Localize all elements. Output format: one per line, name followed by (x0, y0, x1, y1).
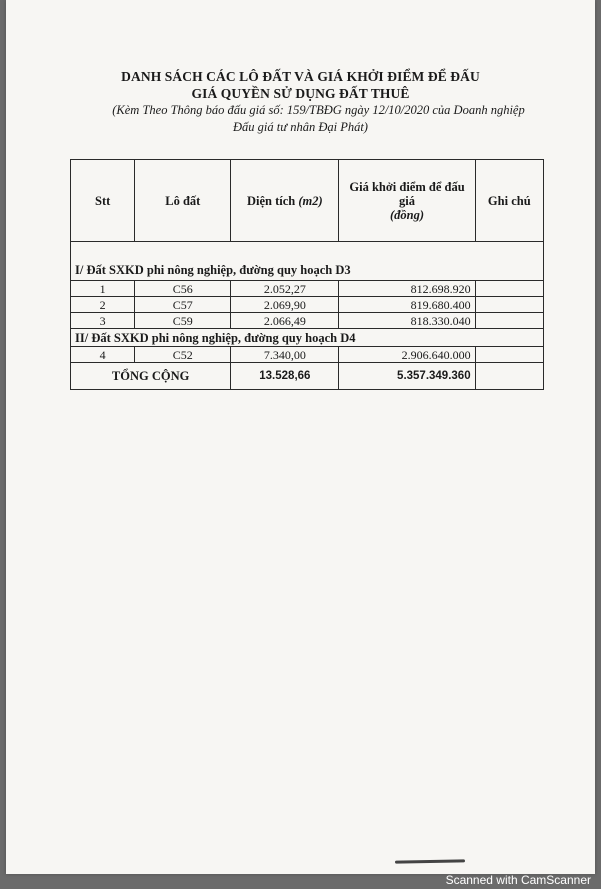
total-row (71, 363, 544, 390)
cell-stt: 1 (71, 281, 135, 297)
header-price (339, 160, 475, 242)
document-title-line2: GIÁ QUYỀN SỬ DỤNG ĐẤT THUÊ (191, 86, 410, 101)
cell-note (475, 313, 543, 329)
total-price: 5.357.349.360 (339, 363, 475, 390)
section-row-d4 (71, 329, 544, 347)
cell-lot: C59 (135, 313, 231, 329)
cell-note (475, 347, 543, 363)
header-lot: Lô đất (135, 160, 231, 242)
header-area (231, 160, 339, 242)
header-price-line1: Giá khởi điểm để đấu (349, 179, 465, 194)
header-stt: Stt (71, 160, 135, 242)
section-label-d4: II/ Đất SXKD phi nông nghiệp, đường quy hoạch D4 (71, 329, 544, 347)
land-lots-table (70, 159, 544, 390)
header-price-unit: (đồng) (390, 207, 425, 222)
cell-lot: C57 (135, 297, 231, 313)
header-price-line2: giá (399, 193, 416, 208)
cell-note (475, 297, 543, 313)
table-row (71, 347, 544, 363)
cell-price: 818.330.040 (339, 313, 475, 329)
table-row (71, 281, 544, 297)
cell-area: 2.069,90 (231, 297, 339, 313)
cell-area: 2.052,27 (231, 281, 339, 297)
document-subtitle-line2: Đấu giá tư nhân Đại Phát) (233, 120, 368, 134)
header-area-label: Diện tích (247, 193, 299, 208)
cell-stt: 2 (71, 297, 135, 313)
cell-price: 812.698.920 (339, 281, 475, 297)
table-header-row (71, 160, 544, 242)
total-label: TỔNG CỘNG (71, 363, 231, 390)
cell-area: 2.066,49 (231, 313, 339, 329)
table-row (71, 313, 544, 329)
section-row-d3 (71, 242, 544, 281)
cell-area: 7.340,00 (231, 347, 339, 363)
total-note (475, 363, 543, 390)
header-area-unit: (m2) (298, 193, 323, 208)
header-note: Ghi chú (475, 160, 543, 242)
cell-lot: C52 (135, 347, 231, 363)
cell-price: 819.680.400 (339, 297, 475, 313)
cell-price: 2.906.640.000 (339, 347, 475, 363)
cell-stt: 4 (71, 347, 135, 363)
table-row (71, 297, 544, 313)
document-title-line1: DANH SÁCH CÁC LÔ ĐẤT VÀ GIÁ KHỞI ĐIỂM ĐỂ ĐẤU (121, 69, 480, 84)
document-subtitle-line1: (Kèm Theo Thông báo đấu giá số: 159/TBĐG ngày 12/10/2020 của Doanh nghiệp (112, 103, 525, 117)
cell-stt: 3 (71, 313, 135, 329)
scanner-watermark: Scanned with CamScanner (445, 873, 591, 887)
cell-note (475, 281, 543, 297)
section-label-d3: I/ Đất SXKD phi nông nghiệp, đường quy hoạch D3 (71, 242, 544, 281)
cell-lot: C56 (135, 281, 231, 297)
total-area: 13.528,66 (231, 363, 339, 390)
